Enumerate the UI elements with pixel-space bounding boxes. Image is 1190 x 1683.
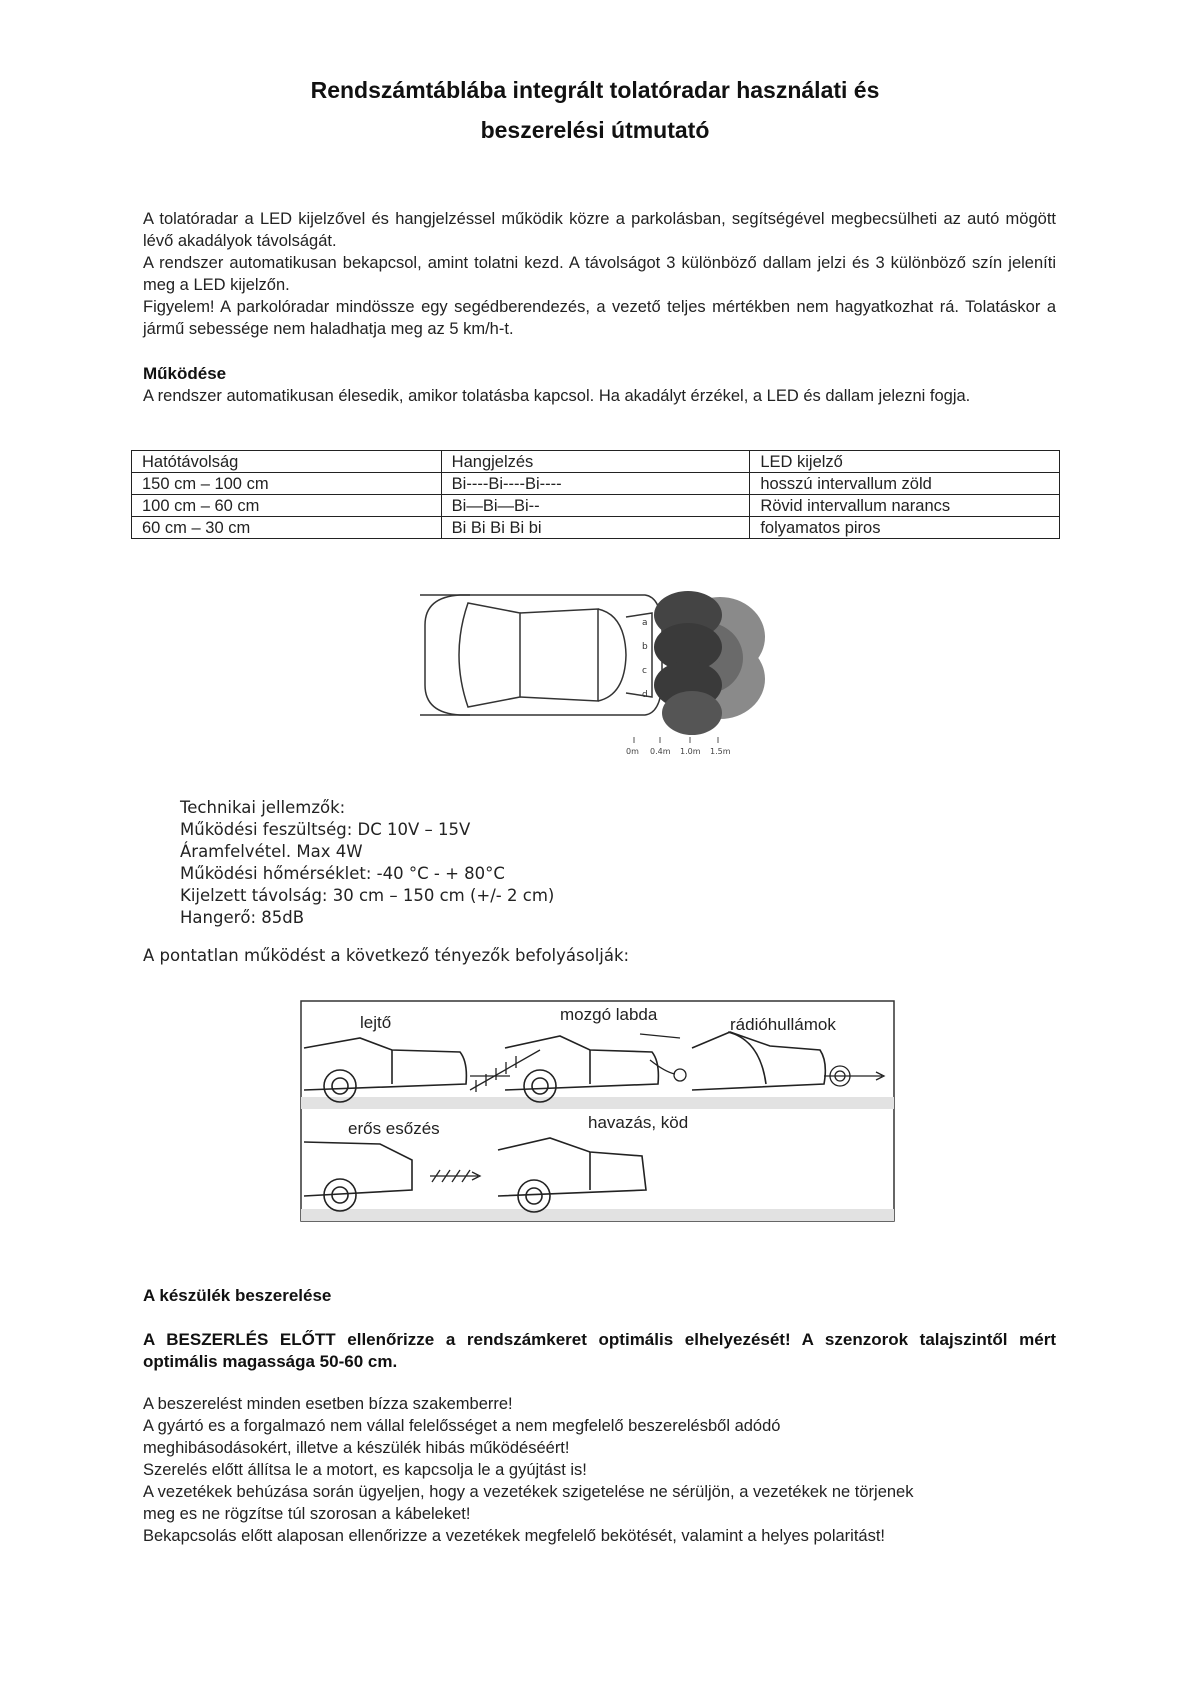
table-header-row bbox=[132, 451, 1060, 473]
sensor-label: a bbox=[642, 618, 648, 628]
factor-label-rain: erős esőzés bbox=[348, 1119, 440, 1138]
scale-label: 0m bbox=[626, 747, 639, 756]
operation-heading: Működése bbox=[143, 364, 227, 383]
distance-scale bbox=[634, 737, 718, 743]
install-line: Szerelés előtt állítsa le a motort, es kapcsolja le a gyújtást is! bbox=[143, 1461, 587, 1479]
factors-intro: A pontatlan működést a következő tényezők befolyásolják: bbox=[143, 946, 630, 965]
car-topview-illustration bbox=[420, 595, 662, 715]
sensor-label: d bbox=[642, 690, 648, 700]
table-header-cell: Hangjelzés bbox=[441, 451, 750, 473]
tech-heading: Technikai jellemzők: bbox=[180, 798, 346, 817]
scale-label: 1.0m bbox=[680, 747, 701, 756]
intro-paragraph-1: A tolatóradar a LED kijelzővel és hangjelzéssel működik közre a parkolásban, segítségével megbecsülheti az autó mögött lévő akadályok távolságát. bbox=[143, 210, 1056, 250]
install-line: A vezetékek behúzása során ügyeljen, hogy a vezetékek szigetelése ne sérüljön, a vezetékek ne törjenek meg es ne rögzítse túl szorosan a kábeleket! bbox=[143, 1483, 914, 1523]
install-line: Bekapcsolás előtt alaposan ellenőrizze a vezetékek megfelelő bekötését, valamint a helyes polaritást! bbox=[143, 1527, 886, 1545]
table-cell: Bi----Bi----Bi---- bbox=[441, 473, 750, 495]
install-instructions bbox=[143, 1393, 923, 1547]
operation-text: A rendszer automatikusan élesedik, amikor tolatásba kapcsol. Ha akadályt érzékel, a LED és dallam jelezni fogja. bbox=[143, 387, 971, 405]
car-sensor-diagram bbox=[420, 585, 780, 760]
table-cell: Rövid intervallum narancs bbox=[750, 495, 1060, 517]
factor-label-ball: mozgó labda bbox=[560, 1005, 658, 1024]
factor-label-radio: rádióhullámok bbox=[730, 1015, 836, 1034]
intro-paragraph-2: A rendszer automatikusan bekapcsol, amint tolatni kezd. A távolságot 3 különböző dallam jelzi és 3 különböző szín jeleníti meg a LED kijelzőn. bbox=[143, 254, 1056, 294]
table-row bbox=[132, 473, 1060, 495]
table-cell: Bi—Bi—Bi-- bbox=[441, 495, 750, 517]
tech-voltage: Működési feszültség: DC 10V – 15V bbox=[180, 820, 471, 839]
table-cell: hosszú intervallum zöld bbox=[750, 473, 1060, 495]
tech-range: Kijelzett távolság: 30 cm – 150 cm (+/- 2 cm) bbox=[180, 886, 555, 905]
tech-volume: Hangerő: 85dB bbox=[180, 908, 305, 927]
table-cell: folyamatos piros bbox=[750, 517, 1060, 539]
sensor-label: b bbox=[642, 642, 648, 652]
document-title-line-2: beszerelési útmutató bbox=[480, 117, 710, 143]
document-title-line-1: Rendszámtáblába integrált tolatóradar használati és bbox=[310, 77, 880, 103]
table-header-cell: Hatótávolság bbox=[132, 451, 442, 473]
sensor-label: c bbox=[642, 666, 647, 676]
factor-label-snow: havazás, köd bbox=[588, 1113, 689, 1132]
tech-temperature: Működési hőmérséklet: -40 °C - + 80°C bbox=[180, 864, 505, 883]
install-line: A gyártó es a forgalmazó nem vállal felelősséget a nem megfelelő beszerelésből adódó meghibásodásokért, illetve a készülék hibás működéséért! bbox=[143, 1417, 781, 1457]
table-row bbox=[132, 495, 1060, 517]
install-line: A beszerelést minden esetben bízza szakemberre! bbox=[143, 1395, 513, 1413]
interference-factors-illustration bbox=[300, 1000, 895, 1222]
factor-label-slope: lejtő bbox=[360, 1013, 392, 1032]
table-cell: Bi Bi Bi Bi bi bbox=[441, 517, 750, 539]
table-header-cell: LED kijelző bbox=[750, 451, 1060, 473]
install-warning: A BESZERLÉS ELŐTT ellenőrizze a rendszámkeret optimális elhelyezését! A szenzorok talajszintől mért optimális magassága 50-60 cm. bbox=[143, 1330, 1056, 1371]
intro-paragraph-3: Figyelem! A parkolóradar mindössze egy segédberendezés, a vezető teljes mértékben nem hagyatkozhat rá. Tolatáskor a jármű sebessége nem haladhatja meg az 5 km/h-t. bbox=[143, 298, 1056, 338]
table-cell: 150 cm – 100 cm bbox=[132, 473, 442, 495]
table-row bbox=[132, 517, 1060, 539]
table-cell: 100 cm – 60 cm bbox=[132, 495, 442, 517]
tech-power: Áramfelvétel. Max 4W bbox=[180, 842, 363, 861]
scale-label: 0.4m bbox=[650, 747, 671, 756]
install-heading: A készülék beszerelése bbox=[143, 1286, 332, 1305]
table-cell: 60 cm – 30 cm bbox=[132, 517, 442, 539]
technical-specs bbox=[180, 797, 554, 929]
distance-signal-table bbox=[131, 450, 1060, 539]
scale-label: 1.5m bbox=[710, 747, 731, 756]
sensor-detection-zones bbox=[654, 591, 765, 735]
